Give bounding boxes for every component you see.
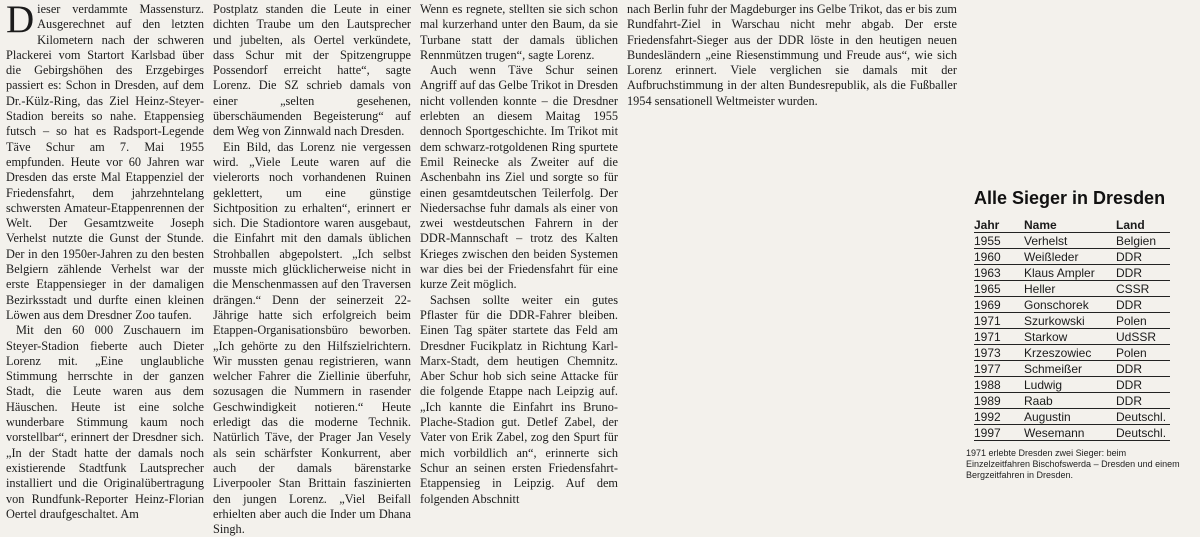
table-row: [974, 281, 1170, 297]
article-column-2: [213, 2, 411, 537]
winner-country: Polen: [1116, 313, 1170, 329]
article-paragraph: Sachsen sollte weiter ein gutes Pflaster für die DDR-Fahrer bleiben. Einen Tag später startete das Feld am Dresdner Fucikplatz in Richtung Karl-Marx-Stadt, dem heutigen Chemnitz. Aber Schur hob sich seine Attacke für die folgende Etappe nach Leipzig auf. „Ich kannte die Einfahrt ins Bruno-Plache-Stadion gut. Detlef Zabel, der Vater von Erik Zabel, zog den Spurt für mich vorbildlich an“, erinnerte sich Schur an seinen ersten Friedensfahrt-Etappensieg in Leipzig. Auf dem folgenden Abschnitt: [420, 292, 618, 506]
winner-country: Belgien: [1116, 233, 1170, 249]
winner-name: Ludwig: [1024, 377, 1116, 393]
winner-year: 1992: [974, 409, 1024, 425]
winner-country: DDR: [1116, 265, 1170, 281]
winners-table-body: [974, 233, 1170, 441]
table-row: [974, 265, 1170, 281]
winner-country: DDR: [1116, 297, 1170, 313]
winner-year: 1989: [974, 393, 1024, 409]
winner-year: 1971: [974, 313, 1024, 329]
winner-country: DDR: [1116, 249, 1170, 265]
table-row: [974, 313, 1170, 329]
article-column-4: [627, 2, 957, 182]
winner-year: 1969: [974, 297, 1024, 313]
winner-name: Szurkowski: [1024, 313, 1116, 329]
winner-name: Wesemann: [1024, 425, 1116, 441]
winner-name: Schmeißer: [1024, 361, 1116, 377]
winner-country: DDR: [1116, 377, 1170, 393]
winner-name: Gonschorek: [1024, 297, 1116, 313]
article-paragraph: Ein Bild, das Lorenz nie vergessen wird. „Viele Leute waren auf die vielerorts noch vorhandenen Ruinen geklettert, um eine günstige Sichtposition zu erhalten“, erinnert er sich. Die Stadiontore waren ausgebaut, die Einfahrt mit den damals üblichen Strohballen abgepolstert. „Ich selbst musste mich glücklicherweise nicht in die Menschenmassen auf den Traversen drängen.“ Denn der seinerzeit 22-Jährige hatte sich erfolgreich beim Etappen-Organisationsbüro beworben. „Ich gehörte zu den Hilfszielrichtern. Wir mussten genau registrieren, wann welcher Fahrer die Ziellinie überfuhr, sozusagen die Nummern in rasender Geschwindigkeit notieren.“ Heute erledigt das die moderne Technik. Natürlich Täve, der Prager Jan Vesely als sein schärfster Konkurrent, aber auch der damals bärenstarke Liverpooler Stan Brittain faszinierten den jungen Lorenz. „Viel Beifall erhielten aber auch die Inder um Dhana Singh.: [213, 139, 411, 537]
winner-country: UdSSR: [1116, 329, 1170, 345]
winners-box: [966, 184, 1194, 492]
winner-country: Deutschl.: [1116, 409, 1170, 425]
box-title: Alle Sieger in Dresden: [974, 188, 1166, 208]
winner-year: 1955: [974, 233, 1024, 249]
winner-year: 1973: [974, 345, 1024, 361]
table-row: [974, 249, 1170, 265]
winner-year: 1977: [974, 361, 1024, 377]
winner-name: Weißleder: [1024, 249, 1116, 265]
winner-year: 1988: [974, 377, 1024, 393]
table-row: [974, 329, 1170, 345]
box-caption: 1971 erlebte Dresden zwei Sieger: beim Einzelzeitfahren Bischofswerda – Dresden und einem Bergzeitfahren in Dresden.: [966, 448, 1180, 480]
article-paragraph: [6, 2, 204, 323]
winner-name: Krzeszowiec: [1024, 345, 1116, 361]
drop-cap: D: [6, 0, 35, 41]
table-header-row: [974, 217, 1170, 233]
winner-country: Deutschl.: [1116, 425, 1170, 441]
article-column-3: [420, 2, 618, 506]
table-row: [974, 361, 1170, 377]
winner-name: Heller: [1024, 281, 1116, 297]
table-row: [974, 409, 1170, 425]
article-paragraph: Postplatz standen die Leute in einer dichten Traube um den Lautsprecher und jubelten, als Oertel verkündete, dass Schur mit der Spitzengruppe Possendorf erreicht hatte“, sagte Lorenz. Die SZ schrieb damals von einer „selten gesehenen, überschäumenden Begeisterung“ auf dem Weg von Zinnwald nach Dresden.: [213, 2, 411, 139]
article-column-1: [6, 0, 204, 521]
winner-name: Starkow: [1024, 329, 1116, 345]
winner-name: Klaus Ampler: [1024, 265, 1116, 281]
table-row: [974, 297, 1170, 313]
header-year: Jahr: [974, 217, 1000, 232]
article-paragraph: Auch wenn Täve Schur seinen Angriff auf das Gelbe Trikot in Dresden nicht vollenden konnte – die Dresdner erlebten an diesem Maitag 1955 dennoch Sportgeschichte. Im Trikot mit dem schwarz-rotgoldenen Ring spurtete Emil Reinecke als Zweiter auf die Aschenbahn ins Ziel und sorgte so für einen gesamtdeutschen Teilerfolg. Der Niedersachse fuhr damals als einer von zwei westdeutschen Fahrern in der DDR-Mannschaft – trotz des Kalten Krieges zwischen den beiden Systemen war dies bei der Friedensfahrt für eine kurze Zeit möglich.: [420, 63, 618, 292]
article-paragraph: Mit den 60 000 Zuschauern im Steyer-Stadion fieberte auch Dieter Lorenz mit. „Eine unglaubliche Stimmung herrschte in der ganzen Stadt, die Leute waren aus dem Häuschen. Heute ist eine solche wunderbare Stimmung kaum noch vorstellbar“, erinnert der Dresdner sich. „In der Stadt hatte der damals noch existierende Stadtfunk Lautsprecher installiert und die Originalübertragung von Rundfunk-Reporter Heinz-Florian Oertel draufgeschaltet. Am: [6, 323, 204, 521]
article-paragraph: nach Berlin fuhr der Magdeburger ins Gelbe Trikot, das er bis zum Rundfahrt-Ziel in Warschau nicht mehr abgab. Der erste Friedensfahrt-Sieger aus der DDR löste in den heutigen neuen Bundesländern „eine Riesenstimmung und Freude aus“, wie sich Lorenz erinnert. Viele verglichen sie damals mit der Aufbruchstimmung in der alten Bundesrepublik, als die Fußballer 1954 sensationell Weltmeister wurden.: [627, 2, 957, 108]
winner-year: 1997: [974, 425, 1024, 441]
winner-country: Polen: [1116, 345, 1170, 361]
header-country: Land: [1116, 217, 1145, 232]
winner-year: 1971: [974, 329, 1024, 345]
winner-year: 1963: [974, 265, 1024, 281]
winner-year: 1960: [974, 249, 1024, 265]
table-row: [974, 345, 1170, 361]
table-row: [974, 393, 1170, 409]
winners-table: [974, 217, 1170, 441]
table-row: [974, 377, 1170, 393]
winner-name: Raab: [1024, 393, 1116, 409]
winner-name: Augustin: [1024, 409, 1116, 425]
paragraph-text: ieser verdammte Massensturz. Ausgerechnet auf den letzten Kilometern nach der schweren Plackerei vom Startort Karlsbad über die Gebirgshöhen des Erzgebirges passiert es: Schon in Dresden, auf dem Dr.-Külz-Ring, das Ziel Heinz-Steyer-Stadion bereits so nahe. Etappensieg futsch – so hat es Radsport-Legende Täve Schur am 7. Mai 1955 empfunden. Heute vor 60 Jahren war Dresden das erste Mal Etappenziel der Friedensfahrt, dem jahrzehntelang schwersten Amateur-Etappenrennen der Welt. Der Gesamtzweite Joseph Verhelst nutzte die Gunst der Stunde. Der in den 1950er-Jahren zu den besten Belgiern zählende Verhelst war der erste Etappensieger in der damaligen Bezirksstadt und durfte einen kleinen Löwen aus dem Dresdner Zoo taufen.: [6, 2, 204, 322]
header-name: Name: [1024, 217, 1057, 232]
table-row: [974, 425, 1170, 441]
table-row: [974, 233, 1170, 249]
article-paragraph: Wenn es regnete, stellten sie sich schon mal kurzerhand unter den Baum, da sie Turbane statt der damals üblichen Rennmützen trugen“, sagte Lorenz.: [420, 2, 618, 62]
winner-country: DDR: [1116, 393, 1170, 409]
winner-country: DDR: [1116, 361, 1170, 377]
winner-country: CSSR: [1116, 281, 1170, 297]
winner-year: 1965: [974, 281, 1024, 297]
winner-name: Verhelst: [1024, 233, 1116, 249]
